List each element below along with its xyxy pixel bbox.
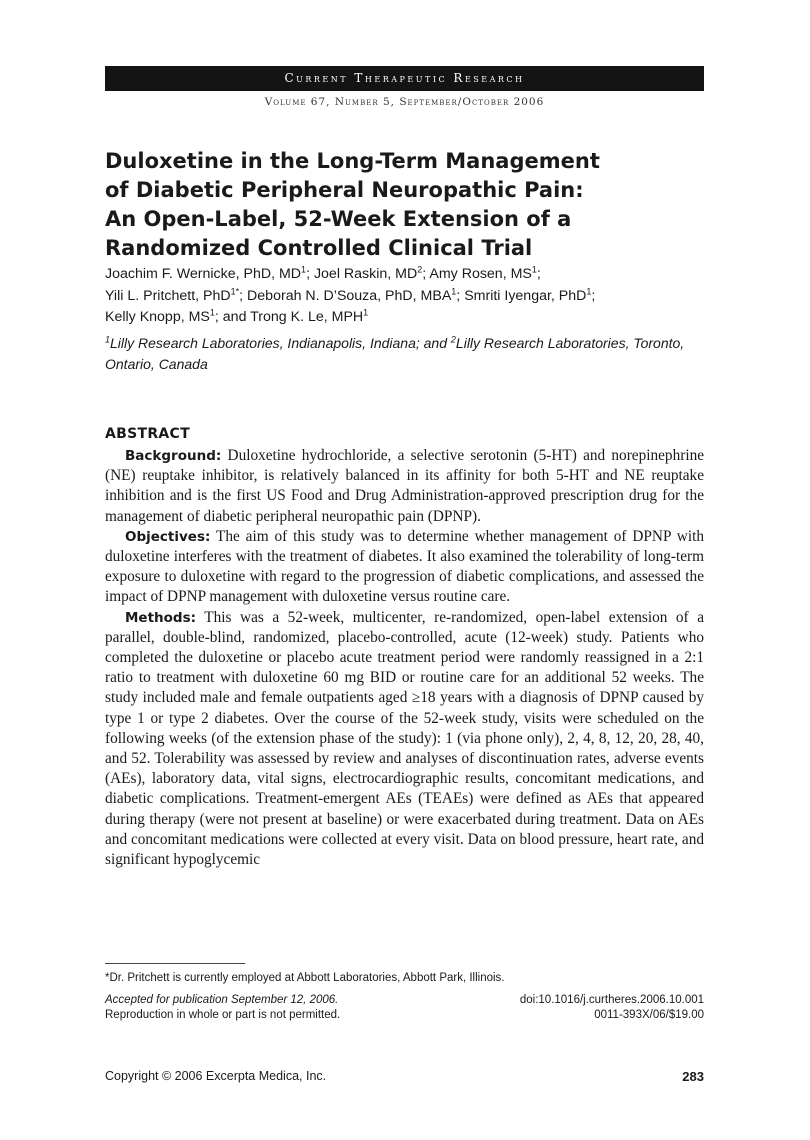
abstract-paragraph xyxy=(105,608,704,871)
title-line: Randomized Controlled Clinical Trial xyxy=(105,236,533,260)
author-affil-marker: 1 xyxy=(209,307,215,318)
author-name: Smriti Iyengar, PhD xyxy=(464,287,587,304)
author-affil-marker: 1 xyxy=(586,285,592,296)
section-text: This was a 52-week, multicenter, re-randomized, open-label extension of a parallel, double-blind, randomized, placebo-controlled, acute (12-week) study. Patients who completed the duloxetine or placebo acute treatment period were randomly reassigned in a 2:1 ratio to treatment with duloxetine 60 mg BID or routine care for an additional 52 weeks. The study included male and female outpatients aged ≥18 years with a diagnosis of DPNP caused by type 1 or type 2 diabetes. Over the course of the 52-week study, visits were scheduled on the following weeks (of the extension phase of the study): 1 (via phone only), 2, 4, 8, 12, 20, 28, 40, and 52. Tolerability was assessed by review and analyses of discontinuation rates, adverse events (AEs), laboratory data, vital signs, electrocardiographic results, concomitant medications, and diabetic complications. Treatment-emergent AEs (TEAEs) were defined as AEs that appeared during therapy (were not present at baseline) or were exacerbated during treatment. Data on AEs and concomitant medications were collected at every visit. Data on blood pressure, heart rate, and significant hypoglycemic xyxy=(105,608,704,869)
section-label: Background: xyxy=(125,448,222,464)
section-label: Objectives: xyxy=(125,528,211,545)
issue-info: Volume 67, Number 5, September/October 2006 xyxy=(264,96,545,108)
author-separator: ; xyxy=(306,266,314,282)
section-label: Methods: xyxy=(125,609,197,626)
author-name: Trong K. Le, MPH xyxy=(250,309,364,325)
copyright: Copyright © 2006 Excerpta Medica, Inc. xyxy=(105,1069,327,1083)
author-name: Joel Raskin, MD xyxy=(313,266,418,282)
abstract-paragraph xyxy=(105,527,704,608)
author-name: Kelly Knopp, MS xyxy=(105,309,210,325)
author-affil-marker: 2 xyxy=(417,264,423,275)
abstract-paragraph xyxy=(105,446,704,527)
author-separator: ; xyxy=(456,287,465,304)
article-title xyxy=(105,147,705,263)
reproduction-notice: Reproduction in whole or part is not permitted. xyxy=(105,1009,341,1021)
affiliation-text: Lilly Research Laboratories, Toronto, Ontario, Canada xyxy=(105,335,685,372)
title-line: An Open-Label, 52-Week Extension of a xyxy=(105,207,572,231)
author-affil-marker: 1 xyxy=(451,285,457,296)
abstract-heading: ABSTRACT xyxy=(105,426,190,442)
author-separator: ; xyxy=(536,266,541,282)
author-separator: ; and xyxy=(214,309,251,325)
page-footer xyxy=(105,1069,704,1083)
author-name: Deborah N. D’Souza, PhD, MBA xyxy=(247,287,452,304)
footnote: *Dr. Pritchett is currently employed at Abbott Laboratories, Abbott Park, Illinois. xyxy=(105,972,505,984)
author-affil-marker: 1* xyxy=(230,285,240,296)
author-list xyxy=(105,264,705,329)
author-separator: ; xyxy=(239,287,248,304)
affil-marker: 1 xyxy=(105,334,111,345)
abstract-body xyxy=(105,446,704,870)
page-number: 283 xyxy=(682,1069,704,1084)
doi: doi:10.1016/j.curtheres.2006.10.001 xyxy=(519,994,704,1006)
title-line: of Diabetic Peripheral Neuropathic Pain: xyxy=(105,178,584,202)
author-name: Yili L. Pritchett, PhD xyxy=(105,287,231,304)
issn: 0011-393X/06/$19.00 xyxy=(594,1009,704,1021)
journal-name: Current Therapeutic Research xyxy=(284,71,525,85)
author-affil-marker: 1 xyxy=(301,264,307,275)
section-text: Duloxetine hydrochloride, a selective serotonin (5-HT) and norepinephrine (NE) reuptake inhibitor, is relatively balanced in its affinity for both 5-HT and NE reuptake inhibition and is the first US Food and Drug Administration-approved prescription drug for the management of diabetic peripheral neuropathic pain (DPNP). xyxy=(105,447,705,525)
author-affil-marker: 1 xyxy=(363,307,369,318)
author-separator: ; xyxy=(422,266,430,282)
author-name: Joachim F. Wernicke, PhD, MD xyxy=(105,266,302,282)
affiliation-text: Lilly Research Laboratories, Indianapolis, Indiana; and xyxy=(110,335,451,351)
journal-banner xyxy=(105,66,704,91)
affil-marker: 2 xyxy=(450,334,456,345)
author-name: Amy Rosen, MS xyxy=(429,266,532,282)
footnote-divider xyxy=(105,963,245,964)
author-affil-marker: 1 xyxy=(531,264,537,275)
title-line: Duloxetine in the Long-Term Management xyxy=(105,149,600,173)
author-separator: ; xyxy=(591,287,596,304)
section-text: The aim of this study was to determine whether management of DPNP with duloxetine interferes with the treatment of diabetes. It also examined the tolerability of long-term exposure to duloxetine with regard to the progression of diabetic complications, and assessed the impact of DPNP management with duloxetine versus routine care. xyxy=(105,527,704,606)
affiliations xyxy=(105,333,705,375)
accepted-date: Accepted for publication September 12, 2006. xyxy=(105,994,339,1006)
